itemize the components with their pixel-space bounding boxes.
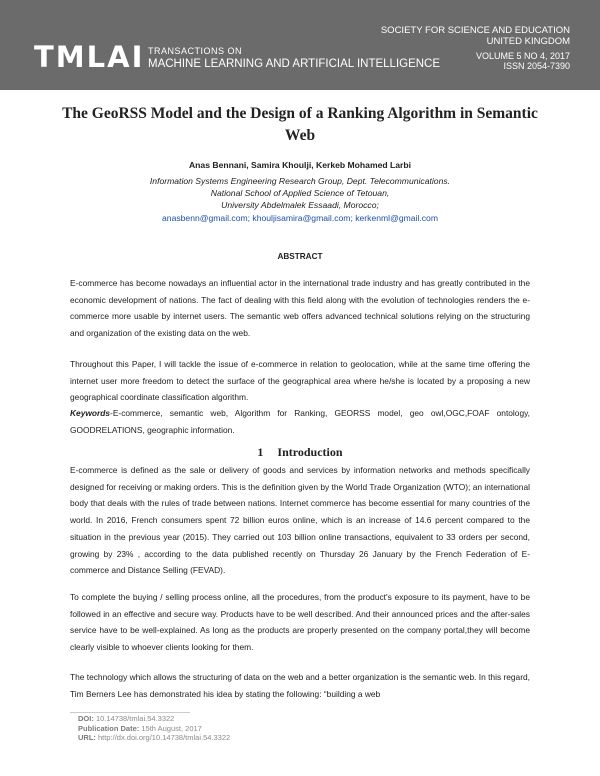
keywords-paragraph	[70, 405, 530, 438]
series-line-2: MACHINE LEARNING AND ARTIFICIAL INTELLIGENCE	[148, 58, 441, 70]
society-line-1: SOCIETY FOR SCIENCE AND EDUCATION	[380, 25, 570, 36]
section-title: Introduction	[277, 445, 343, 459]
url-line	[78, 733, 230, 743]
society-line-2: UNITED KINGDOM	[486, 36, 570, 47]
intro-paragraph-1: E-commerce is defined as the sale or delivery of goods and services by information networks and methods specifically designed for receiving or making orders. This is the definition given by the World Trade Organization (WTO); an international body that deals with the rules of trade between nations. Internet commerce has become essential for many countries of the world. In 2016, French consumers spent 72 billion euros online, which is an increase of 14.6 percent compared to the situation in the previous year (2015). They carried out 103 billion online transactions, equivalent to 33 orders per second, growing by 23% , according to the data published recently on Thursday 26 January by the French Federation of E-commerce and Distance Selling (FEVAD).	[70, 465, 530, 576]
affiliation-line-2: National School of Applied Science of Tetouan,	[210, 188, 390, 198]
keywords-text: -E-commerce, semantic web, Algorithm for Ranking, GEORSS model, geo owl,OGC,FOAF ontology, GOODRELATIONS, geographic information.	[70, 408, 530, 435]
abstract-paragraph-1: E-commerce has become nowadays an influential actor in the international trade industry and has greatly contributed in the economic development of nations. The fact of dealing with this field along with the evolution of technologies renders the e-commerce more usable by internet users. The semantic web offers advanced technical solutions relying on the structuring and organization of the existing data on the web.	[70, 278, 530, 339]
author-list: Anas Bennani, Samira Khoulji, Kerkeb Mohamed Larbi	[188, 160, 412, 170]
series-line-1: TRANSACTIONS ON	[148, 46, 243, 56]
journal-logo: TMLAI	[34, 40, 145, 74]
abstract-paragraph-2: Throughout this Paper, I will tackle the issue of e-commerce in relation to geolocation, while at the same time offering the internet user more freedom to detect the surface of the geographical area where he/she is located by a proposing a new geographical coordinate classification algorithm.	[70, 359, 530, 403]
volume-info	[476, 51, 570, 71]
society-name	[381, 25, 570, 47]
intro-paragraph-3: The technology which allows the structuring of data on the web and a better organization is the semantic web. In this regard, Tim Berners Lee has demonstrated his idea by stating the following: “building a web	[70, 672, 530, 699]
author-emails[interactable]: anasbenn@gmail.com; khouljisamira@gmail.com; kerkenml@gmail.com	[162, 213, 438, 223]
url-value[interactable]: http://dx.doi.org/10.14738/tmlai.54.3322	[98, 733, 231, 742]
section-heading	[60, 445, 540, 460]
affiliation-line-1: Information Systems Engineering Research Group, Dept. Telecommunications.	[149, 176, 451, 186]
url-label: URL:	[78, 733, 96, 742]
doi-line	[78, 714, 230, 724]
doi-value[interactable]: 10.14738/tmlai.54.3322	[95, 714, 175, 723]
doi-label: DOI:	[78, 714, 94, 723]
publication-date-label: Publication Date:	[78, 723, 140, 733]
journal-banner	[0, 0, 600, 90]
abstract-heading: ABSTRACT	[277, 252, 323, 261]
issn-text: ISSN 2054-7390	[503, 61, 570, 71]
paper-title: The GeoRSS Model and the Design of a Ranking Algorithm in Semantic Web	[62, 105, 538, 144]
keywords-label: Keywords	[70, 408, 111, 418]
intro-paragraph-2: To complete the buying / selling process online, all the procedures, from the product's exposure to its payment, have to be followed in an effective and secure way. Products have to be well described. And their announced prices and the after-sales service have to be well-explained. As long as the products are properly presented on the company portal,they will become clearly visible to whoever clients looking for them.	[70, 592, 530, 653]
section-number: 1	[257, 445, 264, 459]
publication-date-line	[78, 724, 230, 734]
publication-date-value: 15th August, 2017	[141, 723, 202, 733]
footer-rule	[70, 712, 190, 713]
publication-footer	[78, 714, 230, 743]
volume-text: VOLUME 5 NO 4, 2017	[475, 51, 570, 61]
affiliation-line-3: University Abdelmalek Essaadi, Morocco;	[221, 200, 379, 210]
